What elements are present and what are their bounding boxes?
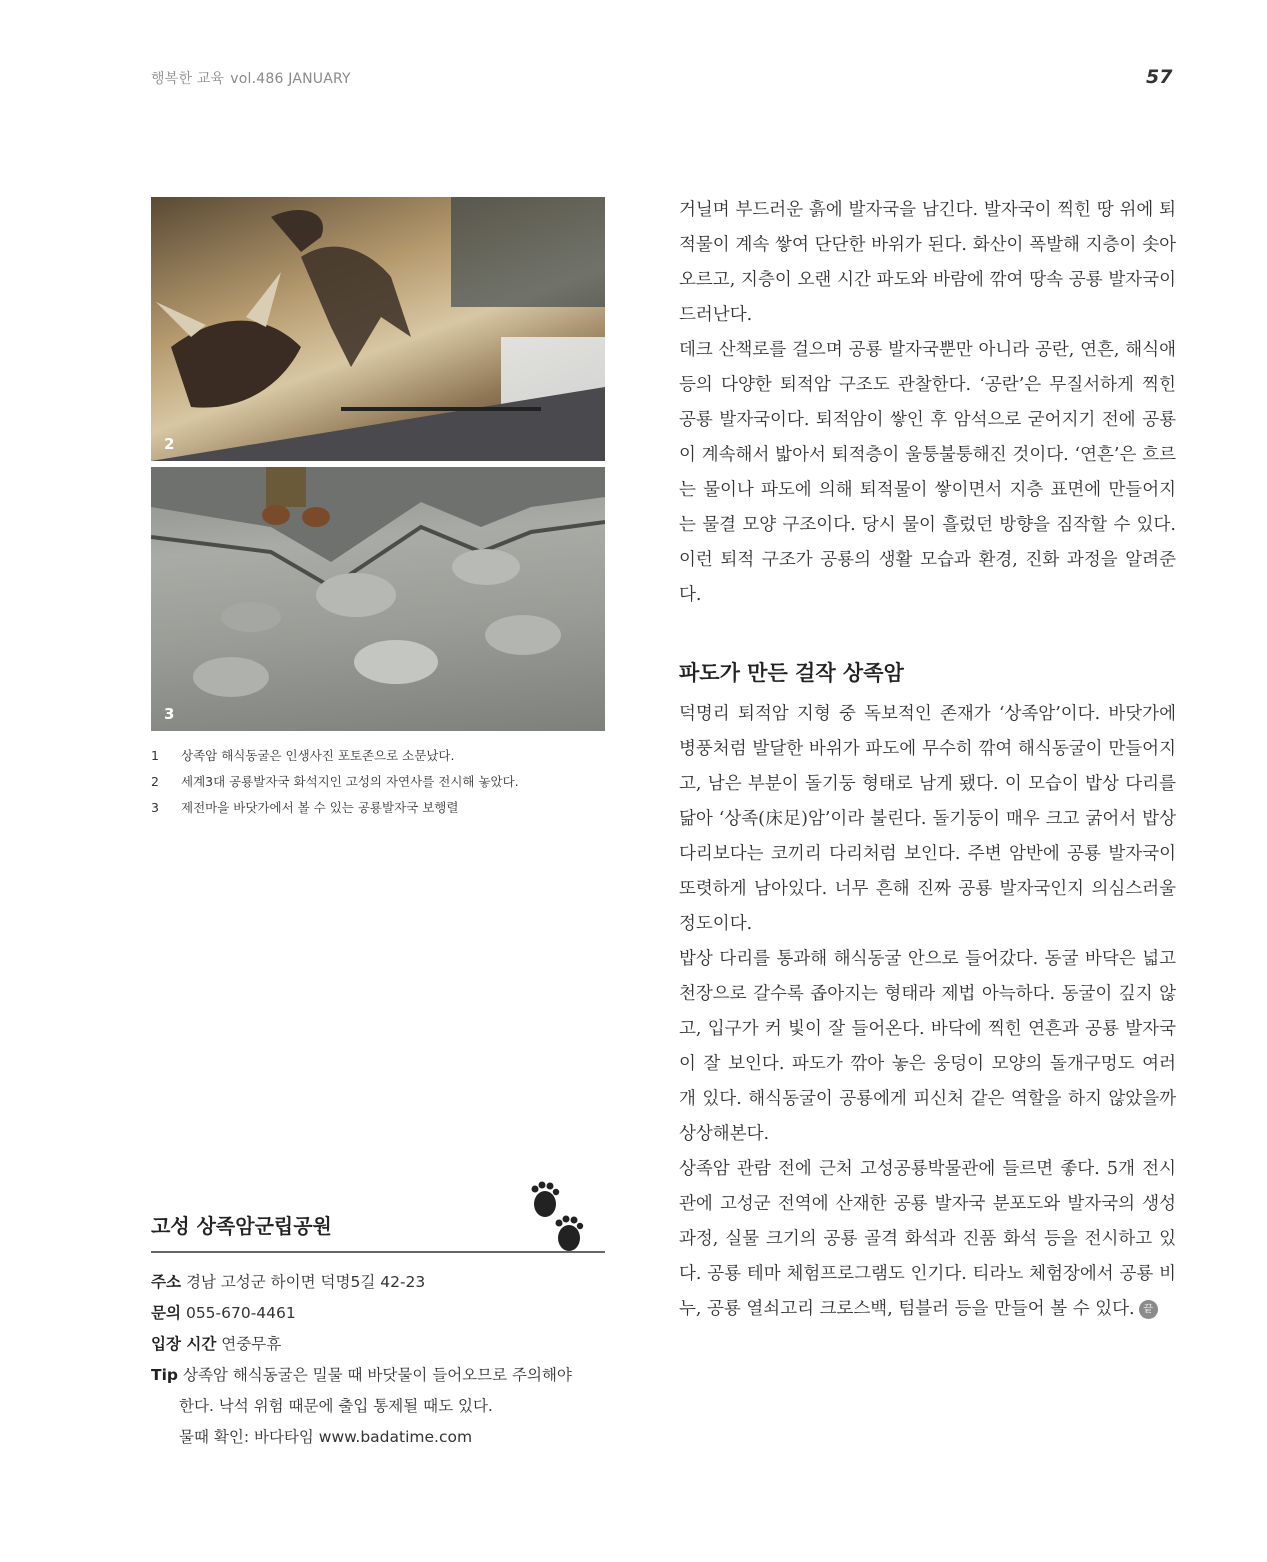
museum-illustration — [151, 197, 605, 461]
article-paragraph: 데크 산책로를 걸으며 공룡 발자국뿐만 아니라 공란, 연흔, 해식애 등의 다양한 퇴적암 구조도 관찰한다. ‘공란’은 무질서하게 찍힌 공룡 발자국이다. 퇴적암이 쌓인 후 암석으로 굳어지기 전에 공룡이 계속해서 밟아서 퇴적층이 울퉁불퉁해진 것이다. ‘연흔’은 흐르는 물이나 파도에 의해 퇴적물이 쌓이면서 지층 표면에 만들어지는 물결 모양 구조이다. 당시 물이 흘렀던 방향을 짐작할 수 있다. 이런 퇴적 구조가 공룡의 생활 모습과 환경, 진화 과정을 알려준다. — [679, 340, 1176, 605]
tip-line-3: 물때 확인: 바다타임 www.badatime.com — [179, 1428, 473, 1446]
phone-line — [151, 1298, 605, 1329]
caption-number: 3 — [151, 800, 159, 815]
article-paragraph: 밥상 다리를 통과해 해식동굴 안으로 들어갔다. 동굴 바닥은 넓고 천장으로 갈수록 좁아지는 형태라 제법 아늑하다. 동굴이 깊지 않고, 입구가 커 빛이 잘 들어온다. 바닥에 찍힌 연흔과 공룡 발자국이 잘 보인다. 파도가 깎아 놓은 웅덩이 모양의 돌개구멍도 여러 개 있다. 해식동굴이 공룡에게 피신처 같은 역할을 하지 않았을까 상상해본다. — [679, 949, 1176, 1144]
caption-text: 상족암 해식동굴은 인생사진 포토존으로 소문났다. — [181, 748, 455, 763]
address-value: 경남 고성군 하이면 덕명5길 42-23 — [185, 1273, 426, 1291]
page-number: 57 — [1146, 66, 1173, 88]
phone-value: 055-670-4461 — [185, 1304, 296, 1322]
caption-item — [151, 773, 519, 799]
article-paragraph: 상족암 관람 전에 근처 고성공룡박물관에 들르면 좋다. 5개 전시관에 고성군 전역에 산재한 공룡 발자국 분포도와 발자국의 생성 과정, 실물 크기의 공룡 골격 화석과 진품 화석 등을 전시하고 있다. 공룡 테마 체험프로그램도 인기다. 티라노 체험장에서 공룡 비누, 공룡 열쇠고리 크로스백, 텀블러 등을 만들어 볼 수 있다. — [679, 1159, 1176, 1319]
hours-value: 연중무휴 — [221, 1335, 282, 1353]
caption-text: 제전마을 바닷가에서 볼 수 있는 공룡발자국 보행렬 — [181, 800, 459, 815]
hours-label: 입장 시간 — [151, 1335, 217, 1353]
photo-number: 2 — [164, 435, 175, 453]
caption-number: 2 — [151, 774, 159, 789]
tip-text: 상족암 해식동굴은 밀물 때 바닷물이 들어오므로 주의해야 — [182, 1366, 572, 1384]
caption-item — [151, 799, 519, 825]
issue-label: vol.486 JANUARY — [230, 71, 351, 87]
article-paragraph: 거닐며 부드러운 흙에 발자국을 남긴다. 발자국이 찍힌 땅 위에 퇴적물이 계속 쌓여 단단한 바위가 된다. 화산이 폭발해 지층이 솟아오르고, 지층이 오랜 시간 파도와 바람에 깎여 땅속 공룡 발자국이 드러난다. — [679, 200, 1176, 325]
caption-item — [151, 747, 519, 773]
address-line — [151, 1267, 605, 1298]
running-header — [151, 68, 351, 88]
photo-number: 3 — [164, 705, 175, 723]
address-label: 주소 — [151, 1273, 181, 1291]
article-paragraph: 덕명리 퇴적암 지형 중 독보적인 존재가 ‘상족암’이다. 바닷가에 병풍처럼 발달한 바위가 파도에 무수히 깎여 해식동굴이 만들어지고, 남은 부분이 돌기둥 형태로 남게 됐다. 이 모습이 밥상 다리를 닮아 ‘상족(床足)암’이라 불린다. 돌기둥이 매우 크고 굵어서 밥상 다리보다는 코끼리 다리처럼 보인다. 주변 암반에 공룡 발자국이 또렷하게 남아있다. 너무 흔해 진짜 공룡 발자국인지 의심스러울 정도이다. — [679, 704, 1176, 934]
rock-footprints-illustration — [151, 467, 605, 731]
section-heading: 파도가 만든 걸작 상족암 — [679, 661, 904, 685]
footprint-trail-photo — [151, 467, 605, 731]
magazine-name: 행복한 교육 — [151, 71, 225, 87]
hours-line — [151, 1329, 605, 1360]
article-paragraph-last — [679, 1152, 1176, 1327]
end-mark-icon: 끝 — [1139, 1300, 1158, 1319]
phone-label: 문의 — [151, 1304, 181, 1322]
footprint-icon — [531, 1180, 591, 1252]
dinosaur-museum-photo — [151, 197, 605, 461]
photo-captions — [151, 747, 519, 825]
tip-line-2: 한다. 낙석 위험 때문에 출입 통제될 때도 있다. — [179, 1397, 493, 1415]
tip-label: Tip — [151, 1366, 178, 1384]
caption-text: 세계3대 공룡발자국 화석지인 고성의 자연사를 전시해 놓았다. — [181, 774, 519, 789]
tip-line — [151, 1360, 605, 1391]
park-title: 고성 상족암군립공원 — [151, 1214, 332, 1238]
park-info-box — [151, 1180, 605, 1453]
caption-number: 1 — [151, 748, 159, 763]
article-body — [679, 193, 1176, 1327]
